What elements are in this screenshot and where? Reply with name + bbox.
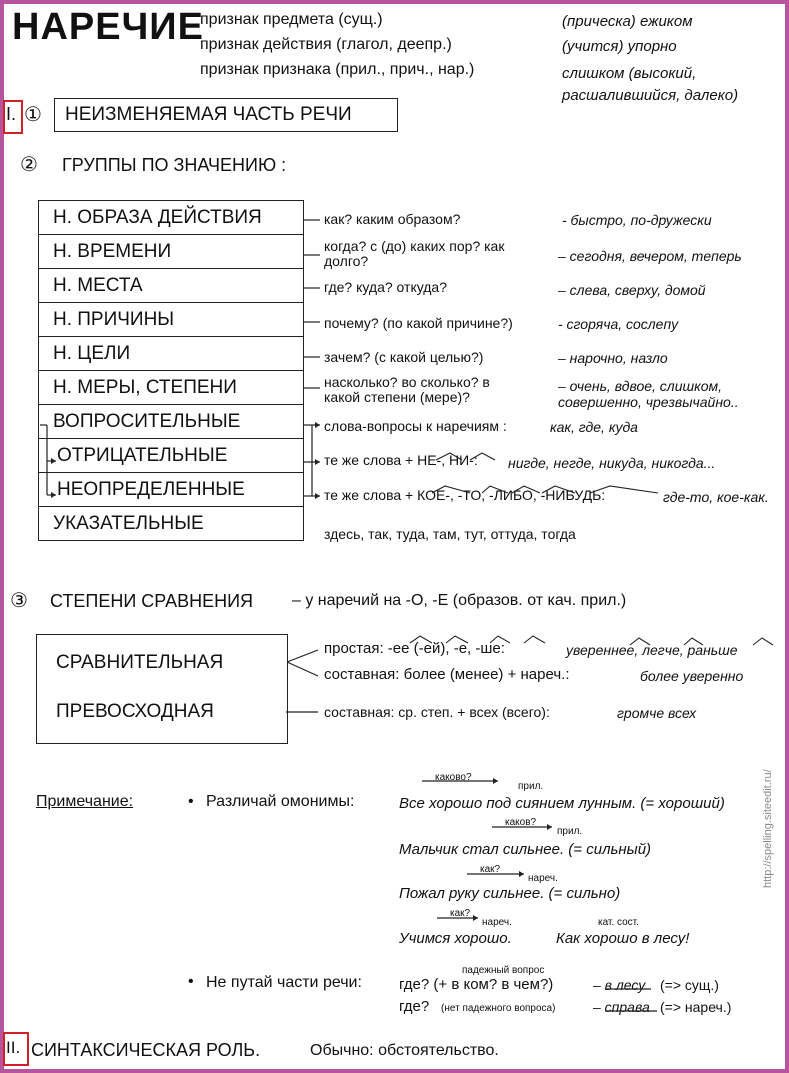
mark-case-question: падежный вопрос [462,965,545,976]
group-questions: как? каким образом? [324,211,461,227]
group-name: ВОПРОСИТЕЛЬНЫЕ [39,405,304,439]
homonym-example: Пожал руку сильнее. (= сильно) [399,885,621,902]
example-feature: слишком (высокий, расшалившийся, далеко) [562,65,739,104]
part-result: (=> нареч.) [660,999,732,1015]
point-3-number: ③ [10,590,28,612]
part-question: где? (+ в ком? в чем?) [399,976,554,993]
group-examples: – слева, сверху, домой [558,282,706,298]
group-questions: когда? с (до) каких пор? как долго? [324,238,505,269]
group-questions: те же слова + КОЕ-, -ТО, -ЛИБО, -НИБУДЬ: [324,487,606,503]
group-examples: нигде, негде, никуда, никогда... [508,455,716,471]
group-questions: зачем? (с какой целью?) [324,349,484,365]
mark-question: каково? [435,772,472,783]
group-name: Н. ВРЕМЕНИ [39,235,304,269]
sign-action: признак действия (глагол, деепр.) [200,36,452,53]
watermark: http://spelling.siteedit.ru/ [762,769,774,888]
homonym-example: Учимся хорошо. [399,930,512,947]
sign-feature: признак признака (прил., прич., нар.) [200,61,475,78]
group-examples: где-то, кое-как. [663,489,769,505]
syntax-role-text: Обычно: обстоятельство. [310,1042,499,1059]
part-example: – справа [593,999,650,1015]
roman-II: II. [6,1038,21,1057]
bullet: • [188,973,194,990]
note-heading: Примечание: [36,793,134,810]
mark-part: прил. [518,781,544,792]
mark-question: как? [480,864,501,875]
mark-part: прил. [557,826,583,837]
immutable-part-label: НЕИЗМЕНЯЕМАЯ ЧАСТЬ РЕЧИ [65,104,352,125]
mark-no-case: (нет падежного вопроса) [441,1003,556,1014]
parts-label: Не путай части речи: [206,974,362,991]
group-name: УКАЗАТЕЛЬНЫЕ [39,507,304,541]
example-object: (прическа) ежиком [562,13,693,30]
homonym-example: Как хорошо в лесу! [556,930,690,947]
part-result: (=> сущ.) [660,977,719,993]
group-name: Н. ПРИЧИНЫ [39,303,304,337]
part-question: где? [399,998,430,1015]
superlative-example: громче всех [617,705,697,721]
syntax-role-label: СИНТАКСИЧЕСКАЯ РОЛЬ. [31,1040,261,1060]
degrees-note: – у наречий на -О, -Е (образов. от кач. прил.) [292,592,627,609]
point-1-number: ① [24,104,42,126]
group-questions: почему? (по какой причине?) [324,315,513,331]
compound-degree-example: более уверенно [640,668,744,684]
groups-heading: ГРУППЫ ПО ЗНАЧЕНИЮ : [62,155,287,175]
compound-degree-label: составная: более (менее) + нареч.: [324,666,570,683]
mark-part: нареч. [482,917,512,928]
homonym-example: Все хорошо под сиянием лунным. (= хороший) [399,795,725,812]
point-2-number: ② [20,154,38,176]
page-title: НАРЕЧИЕ [12,6,204,48]
group-name: НЕОПРЕДЕЛЕННЫЕ [39,473,304,507]
group-questions: где? куда? откуда? [324,279,448,295]
group-name: Н. ЦЕЛИ [39,337,304,371]
group-name: Н. МЕСТА [39,269,304,303]
group-questions: здесь, так, туда, там, тут, оттуда, тогда [324,526,576,542]
degree-comparative: СРАВНИТЕЛЬНАЯ [56,652,224,673]
group-name: Н. ОБРАЗА ДЕЙСТВИЯ [39,201,304,235]
sign-object: признак предмета (сущ.) [200,11,383,28]
degree-superlative: ПРЕВОСХОДНАЯ [56,701,214,722]
example-action: (учится) упорно [562,38,677,55]
mark-part: нареч. [528,873,558,884]
group-examples: – сегодня, вечером, теперь [558,248,742,264]
homonyms-label: Различай омонимы: [206,793,355,810]
group-examples: – нарочно, назло [558,350,668,366]
mark-question: как? [450,908,471,919]
bullet: • [188,793,194,810]
group-examples: как, где, куда [550,419,638,435]
group-examples: – очень, вдвое, слишком, совершенно, чрезвычайно.. [558,378,739,410]
group-examples: - быстро, по-дружески [562,212,712,228]
degrees-heading: СТЕПЕНИ СРАВНЕНИЯ [50,591,254,611]
group-questions: слова-вопросы к наречиям : [324,418,507,434]
simple-degree-example: увереннее, легче, раньше [566,642,738,658]
group-name: ОТРИЦАТЕЛЬНЫЕ [39,439,304,473]
group-questions: насколько? во сколько? в какой степени (мере)? [324,374,490,405]
part-example: – в лесу [593,977,646,993]
simple-degree-label: простая: -ее (-ей), -е, -ше: [324,640,505,657]
group-name: Н. МЕРЫ, СТЕПЕНИ [39,371,304,405]
roman-I: I. [6,104,17,124]
homonym-example: Мальчик стал сильнее. (= сильный) [399,841,652,858]
group-questions: те же слова + НЕ-, НИ-: [324,452,478,468]
superlative-label: составная: ср. степ. + всех (всего): [324,704,550,720]
mark-question: каков? [505,817,537,828]
group-examples: - сгоряча, сослепу [558,316,679,332]
mark-category: кат. сост. [598,917,639,928]
